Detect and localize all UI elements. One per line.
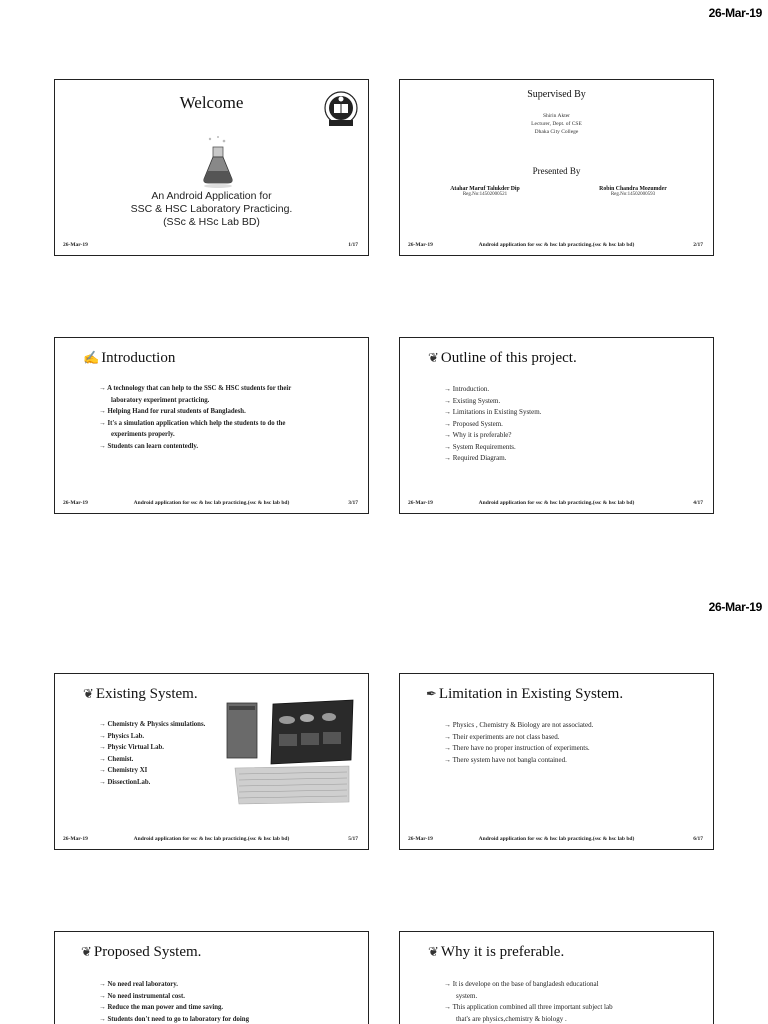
- supervisor-line: Dhaka City College: [534, 129, 579, 135]
- bullet-list: [444, 720, 704, 766]
- slide-5-existing-system: [54, 673, 369, 850]
- bullet-list: [444, 384, 704, 465]
- slide-title-text: Outline of this project.: [440, 350, 577, 366]
- leaf-icon: ❦: [83, 686, 94, 701]
- list-item: → There have no proper instruction of experiments.: [444, 743, 704, 755]
- list-item: → It's a simulation application which help the students to do the: [99, 418, 349, 430]
- presenter-reg: Reg.No:14502000521: [462, 192, 508, 197]
- presenter-2: [588, 186, 678, 197]
- bullet-list: [99, 719, 229, 788]
- bullet-list: [444, 979, 704, 1024]
- presenter-1: [440, 186, 530, 197]
- existing-apps-screenshot: [225, 698, 355, 808]
- supervised-heading: Supervised By: [527, 89, 586, 100]
- list-item: → Reduce the man power and time saving.: [99, 1002, 359, 1014]
- list-item-continuation: experiments properly.: [111, 431, 175, 438]
- subtitle-line: An Android Application for: [151, 190, 272, 202]
- slide-title: [83, 686, 198, 703]
- slide-footer-date: 26-Mar-19: [63, 836, 88, 842]
- list-item: → Introduction.: [444, 384, 704, 396]
- quill-icon: ✒: [426, 686, 437, 701]
- slide-footer-text: Android application for ssc & hsc lab practicing.(ssc & hsc lab bd): [478, 500, 635, 506]
- list-item: → Chemistry & Physics simulations.: [99, 719, 229, 731]
- slide-footer-text: Android application for ssc & hsc lab practicing.(ssc & hsc lab bd): [133, 500, 290, 506]
- slide-footer-text: Android application for ssc & hsc lab practicing.(ssc & hsc lab bd): [478, 836, 635, 842]
- slide-footer-date: 26-Mar-19: [408, 242, 433, 248]
- list-item: → System Requirements.: [444, 442, 704, 454]
- list-item-continuation: that's are physics,chemistry & biology .: [456, 1014, 567, 1023]
- list-item: → There system have not bangla contained.: [444, 755, 704, 767]
- list-item: → Helping Hand for rural students of Bangladesh.: [99, 406, 349, 418]
- slide-title: [428, 944, 564, 961]
- slide-footer-date: 26-Mar-19: [408, 500, 433, 506]
- list-item: → No need real laboratory.: [99, 979, 359, 991]
- subtitle-line: SSC & HSC Laboratory Practicing.: [130, 203, 293, 215]
- list-item: → It is develope on the base of bangladesh educational: [444, 979, 704, 991]
- slide-title-text: Introduction: [101, 350, 176, 366]
- list-item: → Students can learn contentedly.: [99, 441, 349, 453]
- list-item: → Existing System.: [444, 396, 704, 408]
- list-item: → Limitations in Existing System.: [444, 407, 704, 419]
- leaf-icon: ❦: [428, 944, 439, 959]
- slide-4-outline: [399, 337, 714, 514]
- list-item: → Chemistry XI: [99, 765, 229, 777]
- list-item-continuation: laboratory experiment practicing.: [111, 396, 210, 404]
- list-item: → Required Diagram.: [444, 453, 704, 465]
- bullet-list: [99, 979, 359, 1024]
- slide-title-text: Existing System.: [95, 686, 198, 702]
- presenter-name: Atahar Maruf Talukder Dip: [450, 186, 520, 192]
- list-item: → Physic Virtual Lab.: [99, 742, 229, 754]
- slide-3-introduction: [54, 337, 369, 514]
- slide-footer-date: 26-Mar-19: [63, 242, 88, 248]
- slide-footer-date: 26-Mar-19: [408, 836, 433, 842]
- slide-1-welcome: [54, 79, 369, 256]
- leaf-icon: ❦: [428, 350, 439, 365]
- slide-7-proposed-system: [54, 931, 369, 1024]
- slide-footer-text: Android application for ssc & hsc lab practicing.(ssc & hsc lab bd): [478, 242, 635, 248]
- list-item: → No need instrumental cost.: [99, 991, 359, 1003]
- supervisor-line: Shirin Akter: [542, 113, 571, 119]
- chemistry-flask-image: [198, 135, 238, 189]
- slide-title: [426, 686, 623, 703]
- list-item: → DissectionLab.: [99, 777, 229, 789]
- slide-title: [81, 944, 201, 961]
- slide-page-number: 2/17: [693, 242, 703, 248]
- slide-6-limitations: [399, 673, 714, 850]
- slide-title-text: Why it is preferable.: [440, 944, 565, 960]
- slide-title: [83, 350, 175, 367]
- slide-page-number: 4/17: [693, 500, 703, 506]
- slide-8-why-preferable: [399, 931, 714, 1024]
- slide-footer-text: Android application for ssc & hsc lab practicing.(ssc & hsc lab bd): [133, 836, 290, 842]
- presenter-reg: Reg.No:14502000593: [610, 192, 656, 197]
- bookmark-icon: ✍: [83, 350, 100, 365]
- page-date: 26-Mar-19: [708, 600, 762, 614]
- list-item: → Proposed System.: [444, 419, 704, 431]
- slide-page-number: 5/17: [348, 836, 358, 842]
- slide-title-text: Limitation in Existing System.: [438, 686, 624, 702]
- subtitle-line: (SSc & HSc Lab BD): [163, 216, 260, 228]
- subtitle-block: [55, 190, 368, 229]
- list-item: → Physics , Chemistry & Biology are not associated.: [444, 720, 704, 732]
- list-item: → Students don't need to go to laboratory for doing: [99, 1014, 359, 1024]
- slide-title: [428, 350, 577, 367]
- list-item: → A technology that can help to the SSC & HSC students for their: [99, 383, 349, 395]
- bullet-list: [99, 383, 349, 452]
- list-item-continuation: system.: [456, 991, 478, 1000]
- slide-2-team: [399, 79, 714, 256]
- slide-page-number: 6/17: [693, 836, 703, 842]
- presented-heading: Presented By: [532, 166, 581, 176]
- presenter-name: Robin Chandra Mozumder: [599, 186, 667, 192]
- list-item: → This application combined all three important subject lab: [444, 1002, 704, 1014]
- list-item: → Chemist.: [99, 754, 229, 766]
- slide-page-number: 1/17: [348, 242, 358, 248]
- slide-footer-date: 26-Mar-19: [63, 500, 88, 506]
- supervisor-line: Lecturer, Dept. of CSE: [531, 121, 582, 127]
- welcome-title: Welcome: [179, 93, 244, 112]
- list-item: → Their experiments are not class based.: [444, 732, 704, 744]
- slide-title-text: Proposed System.: [93, 944, 202, 960]
- slide-page-number: 3/17: [348, 500, 358, 506]
- list-item: → Why it is preferable?: [444, 430, 704, 442]
- fern-icon: ❦: [81, 944, 92, 959]
- list-item: → Physics Lab.: [99, 731, 229, 743]
- page-date: 26-Mar-19: [708, 6, 762, 20]
- college-logo: [324, 90, 358, 130]
- supervisor-block: [400, 112, 713, 136]
